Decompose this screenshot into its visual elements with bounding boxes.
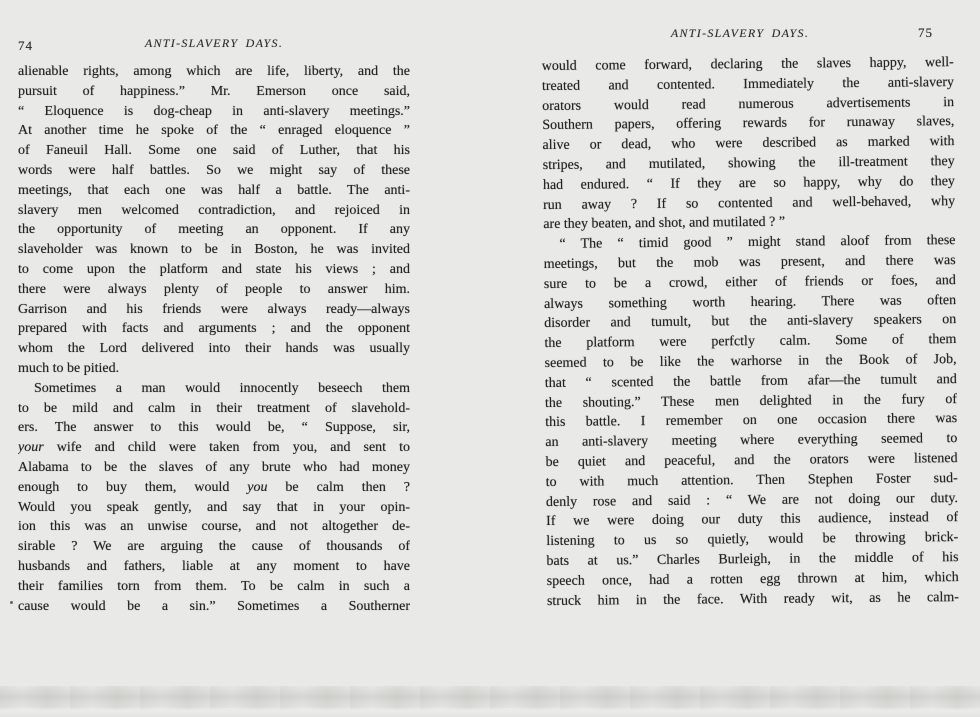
page-text-left bbox=[18, 62, 410, 616]
text-line: slaveholder was known to be in Boston, he was invited bbox=[18, 242, 410, 258]
ink-speck bbox=[10, 601, 13, 604]
text-line: words were half battles. So we might say of these bbox=[18, 162, 410, 178]
text-line: your wife and child were taken from you, and sent to bbox=[18, 440, 410, 456]
text-line: an anti-slavery meeting where everything seemed to bbox=[545, 431, 958, 451]
page-text-right bbox=[542, 53, 959, 611]
text-line: prepared with facts and arguments ; and the opponent bbox=[18, 321, 410, 337]
text-line: “ The “ timid good ” might stand aloof from these bbox=[559, 233, 956, 253]
text-line: meetings, but the mob was present, and there was bbox=[543, 253, 956, 272]
text-line: to with much attention. Then Stephen Foster sud- bbox=[545, 470, 958, 490]
text-line: enough to buy them, would you be calm then ? bbox=[18, 479, 410, 495]
page-number-left: 74 bbox=[18, 38, 33, 53]
text-line: treated and contented. Immediately the anti-slavery bbox=[541, 74, 955, 94]
text-line: Sometimes a man would innocently beseech them bbox=[34, 380, 410, 396]
text-line: If we were doing our duty this audience, instead of bbox=[546, 510, 959, 530]
text-line: At another time he spoke of the “ enraged eloquence ” bbox=[18, 123, 410, 139]
page-number-right: 75 bbox=[918, 25, 933, 40]
page-75 bbox=[490, 0, 980, 717]
text-line: of Faneuil Hall. Some one said of Luther, that his bbox=[18, 143, 410, 159]
scan-artifact-band-lower bbox=[0, 708, 980, 717]
text-line: listening to us so quietly, would be throwing brick- bbox=[546, 530, 959, 550]
text-line: their families torn from them. To be calm in such a bbox=[18, 578, 410, 594]
text-line: stripes, and mutilated, showing the ill-treatment they bbox=[542, 154, 955, 174]
text-line: denly rose and said : “ We are not doing our duty. bbox=[545, 490, 959, 510]
text-line: Garrison and his friends were always ready—always bbox=[18, 301, 410, 317]
text-line: to come upon the platform and state his views ; and bbox=[18, 261, 410, 277]
text-line: Alabama to be the slaves of any brute who had money bbox=[18, 459, 410, 475]
text-line: are they beaten, and shot, and mutilated ? ” bbox=[543, 215, 786, 233]
text-line: run away ? If so contented and well-behaved, why bbox=[543, 193, 956, 213]
text-line: there were always plenty of people to answer him. bbox=[18, 281, 410, 297]
text-line: bats at us.” Charles Burleigh, in the middle of his bbox=[546, 549, 959, 569]
running-title-left: ANTI-SLAVERY DAYS. bbox=[144, 36, 284, 50]
scan-artifact-band bbox=[0, 686, 980, 710]
text-line: alienable rights, among which are life, liberty, and the bbox=[18, 64, 410, 79]
text-line: the platform were perfctly calm. Some of them bbox=[544, 332, 957, 352]
text-line: meetings, that each one was half a battle. The anti- bbox=[18, 182, 410, 198]
text-line: struck him in the face. With ready wit, as he calm- bbox=[546, 589, 959, 609]
text-line: that “ scented the battle from afar—the tumult and bbox=[544, 371, 957, 391]
text-line: sirable ? We are arguing the cause of thousands of bbox=[18, 539, 410, 555]
text-line: cause would be a sin.” Sometimes a Southerner bbox=[18, 598, 410, 614]
text-line: seemed to be like the warhorse in the Book of Job, bbox=[544, 352, 957, 371]
text-line: Would you speak gently, and say that in your opin- bbox=[18, 499, 410, 515]
text-line: this battle. I remember on one occasion there was bbox=[545, 411, 958, 431]
text-line: ion this was an unwise course, and not altogether de- bbox=[18, 519, 410, 535]
text-line: the opportunity of meeting an opponent. If any bbox=[18, 222, 410, 238]
text-line: would come forward, declaring the slaves happy, well- bbox=[541, 55, 954, 75]
text-line: “ Eloquence is dog-cheap in anti-slavery meetings.” bbox=[18, 103, 410, 119]
text-line: sure to be a crowd, either of friends or foes, and bbox=[543, 272, 956, 292]
text-line: alive or dead, who were described as marked with bbox=[542, 134, 955, 154]
running-title-right: ANTI-SLAVERY DAYS. bbox=[670, 26, 810, 40]
text-line: the shouting.” These men delighted in the fury of bbox=[544, 391, 958, 411]
text-line: always something worth hearing. There was often bbox=[543, 292, 957, 312]
text-line: to be mild and calm in their treatment of slavehold- bbox=[18, 400, 410, 416]
text-line: pursuit of happiness.” Mr. Emerson once said, bbox=[18, 83, 410, 99]
text-line: speech once, had a rotten egg thrown at him, which bbox=[546, 569, 959, 589]
text-line: ers. The answer to this would be, “ Suppose, sir, bbox=[18, 420, 410, 436]
text-line: slavery men welcomed contradiction, and rejoiced in bbox=[18, 202, 410, 218]
text-line: be quiet and peaceful, and the orators were listened bbox=[545, 450, 958, 470]
text-line: husbands and fathers, liable at any moment to have bbox=[18, 558, 410, 574]
text-line: Southern papers, offering rewards for runaway slaves, bbox=[542, 114, 955, 134]
text-line: disorder and tumult, but the anti-slavery speakers on bbox=[544, 312, 957, 332]
text-line: much to be pitied. bbox=[18, 360, 120, 376]
text-line: whom the Lord delivered into their hands was usually bbox=[18, 341, 410, 357]
text-line: had endured. “ If they are so happy, why do they bbox=[542, 173, 955, 193]
text-line: orators would read numerous advertisements in bbox=[542, 94, 955, 114]
